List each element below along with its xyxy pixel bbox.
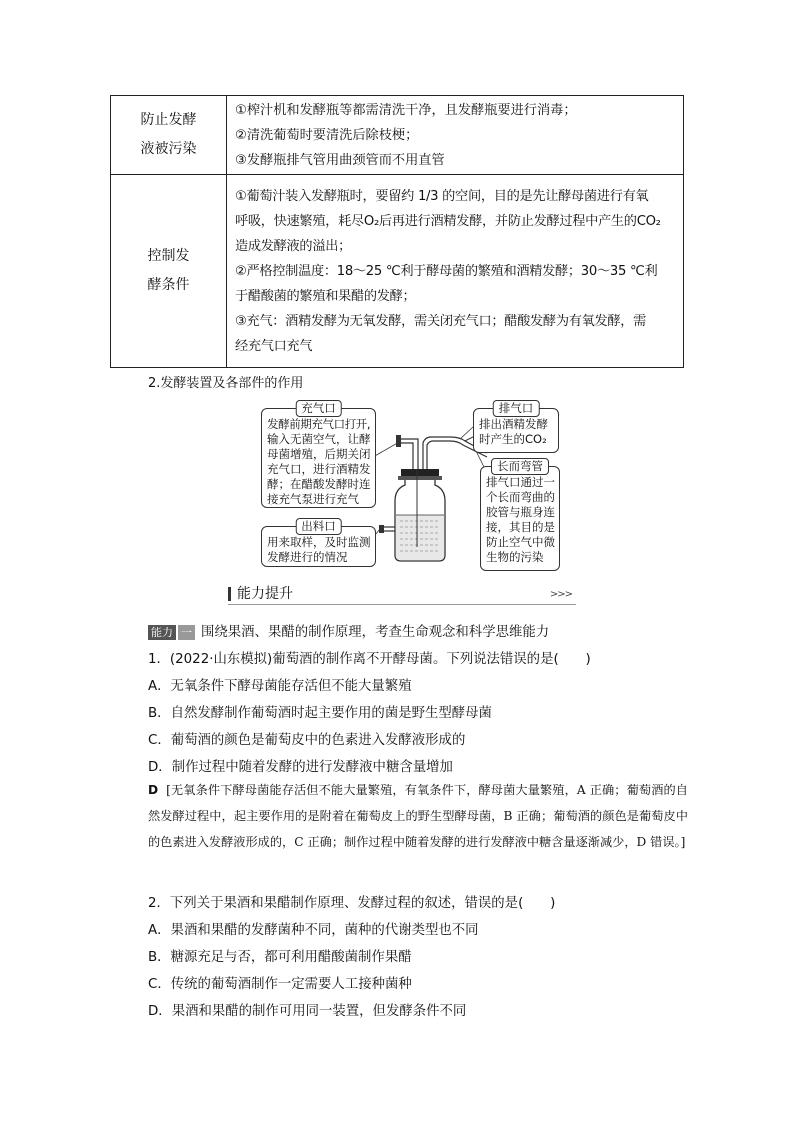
callout-line: 排出酒精发酵: [479, 417, 548, 431]
callout-line: 接，其目的是: [486, 520, 555, 534]
row-content: [227, 175, 684, 368]
ability-text: 围绕果酒、果醋的制作原理，考查生命观念和科学思维能力: [201, 625, 550, 640]
longtube-callout: [480, 459, 560, 571]
label-line: 液被污染: [140, 141, 197, 157]
q1-answer: [148, 777, 688, 855]
q1-stem: 1．(2022·山东模拟)葡萄酒的制作离不开酵母菌。下列说法错误的是( ): [148, 652, 591, 667]
callout-line: 时产生的CO₂: [479, 432, 547, 446]
callout-line: 用来取样，及时监测: [267, 535, 371, 549]
inlet-tag: 充气口: [295, 400, 342, 417]
longtube-tag: 长而弯管: [491, 458, 549, 475]
q1-answer-letter: D: [148, 783, 159, 797]
q2-stem: 2．下列关于果酒和果醋制作原理、发酵过程的叙述，错误的是( ): [148, 896, 556, 911]
content-line: 造成发酵液的溢出；: [235, 238, 351, 254]
outlet-tag: 出料口: [295, 518, 342, 535]
chevron-right-icon: >>>: [549, 589, 572, 600]
table-row: [111, 175, 684, 368]
q2-option: A．果酒和果醋的发酵菌种不同，菌种的代谢类型也不同: [148, 923, 479, 938]
band-divider: [228, 604, 576, 605]
band-bar: [228, 587, 231, 601]
outlet-callout: [261, 519, 376, 567]
content-line: ③发酵瓶排气管用曲颈管而不用直管: [235, 152, 445, 168]
content-line: ②清洗葡萄时要清洗后除枝梗；: [235, 127, 419, 143]
q1-answer-explanation: [无氧条件下酵母菌能存活但不能大量繁殖，有氧条件下，酵母菌大量繁殖，A 正确；葡萄酒的自然发酵过程中，起主要作用的是附着在葡萄皮上的野生型酵母菌，B 正确；葡萄酒的颜色是葡萄皮中的色素进入发酵液形成的，C 正确；制作过程中随着发酵的进行发酵液中糖含量逐渐减少，D 错误。]: [148, 783, 688, 849]
callout-line: 排气口通过一: [486, 475, 555, 489]
section-title: 2.发酵装置及各部件的作用: [148, 376, 304, 391]
q2-option: C．传统的葡萄酒制作一定需要人工接种菌种: [148, 977, 412, 992]
ability-heading: [148, 621, 549, 640]
exhaust-tag: 排气口: [493, 400, 540, 417]
q1-option: B．自然发酵制作葡萄酒时起主要作用的菌是野生型酵母菌: [148, 706, 492, 721]
row-label: [111, 96, 227, 175]
ability-badge-number: 一: [178, 625, 195, 640]
table-row: [111, 96, 684, 175]
callout-line: 生物的污染: [486, 550, 544, 564]
content-line: ②严格控制温度：18～25 ℃利于酵母菌的繁殖和酒精发酵；30～35 ℃利: [235, 263, 658, 279]
callout-line: 接充气泵进行充气: [267, 492, 359, 506]
callout-line: 酵；在醋酸发酵时连: [267, 477, 371, 491]
section-band: [228, 585, 576, 605]
inlet-callout: [261, 401, 376, 508]
band-title: 能力提升: [237, 586, 293, 602]
q1-option: D．制作过程中随着发酵的进行发酵液中糖含量增加: [148, 760, 453, 775]
content-line: ①葡萄汁装入发酵瓶时，要留约 1/3 的空间，目的是先让酵母菌进行有氧: [235, 188, 649, 204]
content-line: ①榨汁机和发酵瓶等都需清洗干净，且发酵瓶要进行消毒；: [235, 102, 577, 118]
q2-option: D．果酒和果醋的制作可用同一装置，但发酵条件不同: [148, 1004, 467, 1019]
q1-option: C．葡萄酒的颜色是葡萄皮中的色素进入发酵液形成的: [148, 733, 466, 748]
callout-line: 输入无菌空气，让酵: [267, 432, 371, 446]
callout-line: 母菌增殖，后期关闭: [267, 447, 371, 461]
callout-line: 充气口，进行酒精发: [267, 462, 371, 476]
content-line: 呼吸，快速繁殖，耗尽O₂后再进行酒精发酵，并防止发酵过程中产生的CO₂: [235, 213, 661, 229]
callout-line: 发酵前期充气口打开,: [267, 417, 371, 431]
content-line: 经充气口充气: [235, 338, 313, 354]
content-line: ③充气：酒精发酵为无氧发酵，需关闭充气口；醋酸发酵为有氧发酵，需: [235, 313, 647, 329]
row-label: [111, 175, 227, 368]
label-line: 控制发: [147, 248, 190, 264]
q1-option: A．无氧条件下酵母菌能存活但不能大量繁殖: [148, 679, 412, 694]
q2-option: B．糖源充足与否，都可利用醋酸菌制作果醋: [148, 950, 412, 965]
fermentation-diagram: [255, 397, 565, 572]
callout-line: 发酵进行的情况: [267, 550, 348, 564]
conditions-table: [110, 95, 684, 368]
callout-line: 个长而弯曲的: [486, 490, 555, 504]
content-line: 于醋酸菌的繁殖和果醋的发酵；: [235, 288, 416, 304]
label-line: 防止发酵: [140, 112, 197, 128]
row-content: [227, 96, 684, 175]
callout-line: 胶管与瓶身连: [486, 505, 555, 519]
ability-badge: 能力: [148, 625, 176, 640]
exhaust-callout: [473, 401, 559, 453]
label-line: 酵条件: [147, 277, 190, 293]
callout-line: 防止空气中微: [486, 535, 555, 549]
